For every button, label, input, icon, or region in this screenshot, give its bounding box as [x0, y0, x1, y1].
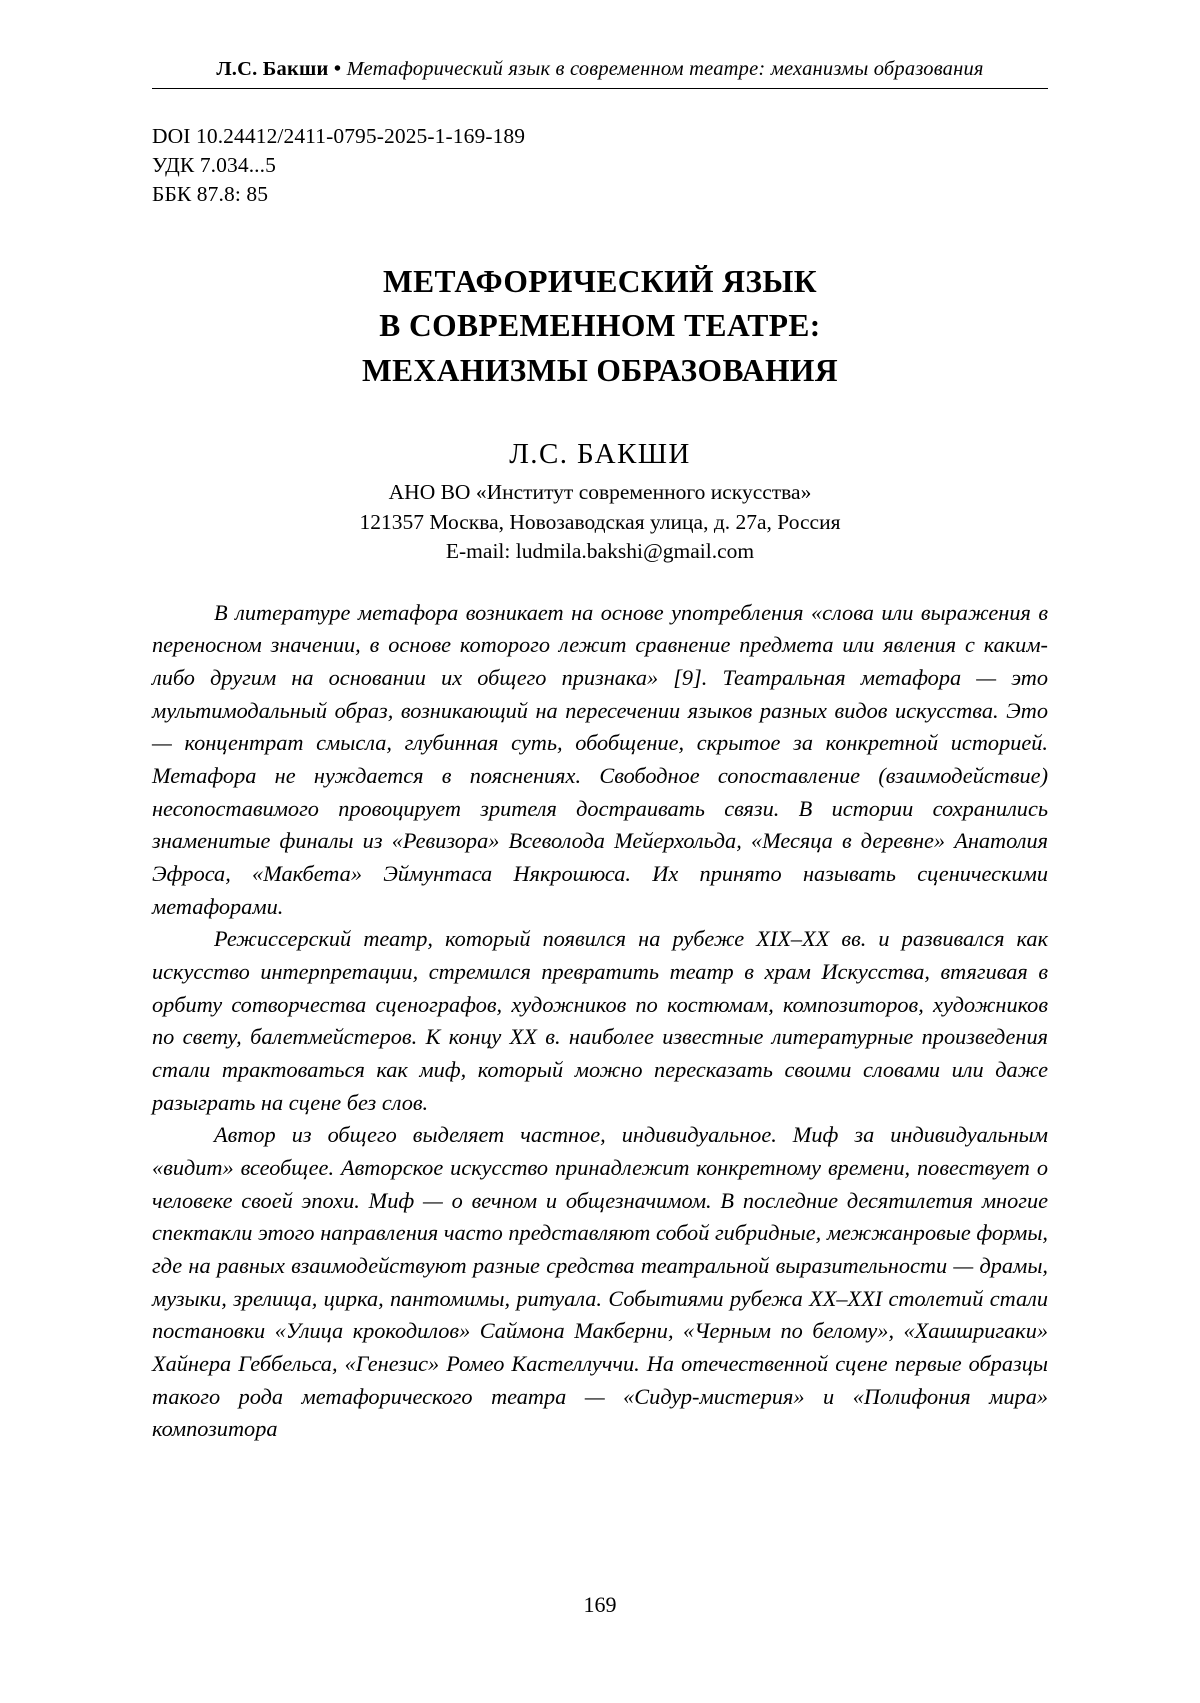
page-title-line-2: В СОВРЕМЕННОМ ТЕАТРЕ:	[379, 308, 821, 344]
author-email: E-mail: ludmila.bakshi@gmail.com	[445, 539, 755, 564]
page-title-line-3: МЕХАНИЗМЫ ОБРАЗОВАНИЯ	[362, 353, 838, 389]
author-block	[152, 438, 1048, 567]
author-name: Л.С. БАКШИ	[509, 437, 691, 470]
affiliation-institution: АНО ВО «Институт современного искусства»	[388, 479, 812, 504]
author-affiliation-block	[152, 478, 1048, 567]
running-head-author: Л.С. Бакши	[216, 58, 329, 80]
bbk-line: ББК 87.8: 85	[152, 182, 269, 207]
running-head-title: Метафорический язык в современном театре: механизмы образования	[346, 58, 984, 80]
doi-line: DOI 10.24412/2411-0795-2025-1-169-189	[152, 124, 526, 148]
affiliation-address: 121357 Москва, Новозаводская улица, д. 27а, Россия	[359, 509, 841, 534]
identifier-codes	[152, 122, 1048, 210]
page-title	[152, 260, 1048, 394]
running-head-separator: •	[333, 58, 342, 80]
page-content	[152, 0, 1048, 1446]
running-head-divider	[152, 88, 1048, 89]
body-paragraph-1: В литературе метафора возникает на основе употребления «слова или выражения в переносном значении, в основе которого лежит сравнение предмета или явления с каким-либо другим на основании их общего признака» [9]. Театральная метафора — это мультимодальный образ, возникающий на пересечении языков разных видов искусства. Это — концентрат смысла, глубинная суть, обобщение, скрытое за конкретной историей. Метафора не нуждается в пояснениях. Свободное сопоставление (взаимодействие) несопоставимого провоцирует зрителя достраивать связи. В истории сохранились знаменитые финалы из «Ревизора» Всеволода Мейерхольда, «Месяца в деревне» Анатолия Эфроса, «Макбета» Эймунтаса Някрошюса. Их принято называть сценическими метафорами.	[152, 599, 1048, 919]
body-paragraph-3: Автор из общего выделяет частное, индивидуальное. Миф за индивидуальным «видит» всеобщее. Авторское искусство принадлежит конкретному времени, повествует о человеке своей эпохи. Миф — о вечном и общезначимом. В последние десятилетия многие спектакли этого направления часто представляют собой гибридные, межжанровые формы, где на равных взаимодействуют разные средства театральной выразительности — драмы, музыки, зрелища, цирка, пантомимы, ритуала. Событиями рубежа XX–XXI столетий стали постановки «Улица крокодилов» Саймона Макберни, «Черным по белому», «Хашшригаки» Хайнера Геббельса, «Генезис» Ромео Кастеллуччи. На отечественной сцене первые образцы такого рода метафорического театра — «Сидур-мистерия» и «Полифония мира» композитора	[152, 1122, 1048, 1442]
page-title-line-1: МЕТАФОРИЧЕСКИЙ ЯЗЫК	[383, 263, 817, 299]
page-number: 169	[583, 1592, 617, 1617]
article-body	[152, 597, 1048, 1446]
udk-line: УДК 7.034...5	[152, 153, 276, 178]
running-head	[152, 58, 1048, 81]
body-paragraph-2: Режиссерский театр, который появился на рубеже XIX–XX вв. и развивался как искусство интерпретации, стремился превратить театр в храм Искусства, втягивая в орбиту сотворчества сценографов, художников по костюмам, композиторов, художников по свету, балетмейстеров. К концу XX в. наиболее известные литературные произведения стали трактоваться как миф, который можно пересказать своими словами или даже разыграть на сцене без слов.	[152, 926, 1048, 1115]
